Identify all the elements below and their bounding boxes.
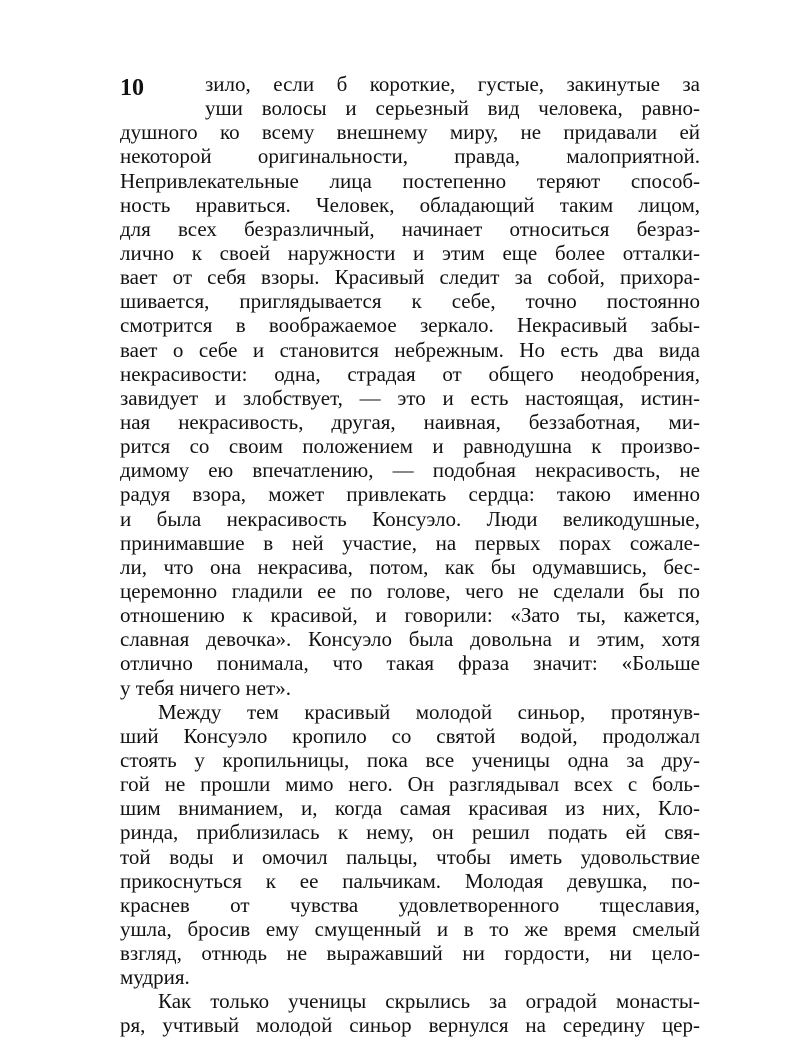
text-line: радуя взора, может привлекать сердца: такою именно [120, 482, 700, 507]
page-number: 10 [120, 75, 144, 101]
text-line: той воды и омочил пальцы, чтобы иметь удовольствие [120, 844, 700, 869]
text-line: зило, если б короткие, густые, закинутые за [205, 72, 700, 96]
text-line: стоять у кропильницы, пока все ученицы одна за дру- [120, 747, 700, 772]
text-line: мудрия. [120, 965, 190, 990]
text-line: у тебя ничего нет». [120, 675, 292, 700]
text-line: Как только ученицы скрылись за оградой монасты- [158, 989, 700, 1014]
text-line: принимавшие в ней участие, на первых порах сожале- [120, 530, 700, 555]
text-line: шивается, приглядывается к себе, точно постоянно [120, 289, 700, 314]
text-line: отношению к красивой, и говорили: «Зато ты, кажется, [120, 603, 700, 628]
text-line: душного ко всему внешнему миру, не придавали ей [120, 120, 700, 145]
text-line: краснев от чувства удовлетворенного тщеславия, [120, 892, 700, 917]
text-line: славная девочка». Консуэло была довольна и этим, хотя [120, 627, 700, 652]
text-line: вает о себе и становится небрежным. Но есть два вида [120, 337, 700, 362]
text-line: уши волосы и серьезный вид человека, равно- [205, 96, 700, 121]
text-line: ушла, бросив ему смущенный и в то же время смелый [120, 916, 700, 941]
body-text [120, 72, 700, 1038]
text-line: рится со своим положением и равнодушна к произво- [120, 434, 700, 459]
text-line: шим вниманием, и, когда самая красивая из них, Кло- [120, 796, 700, 821]
text-line: для всех безразличный, начинает относиться безраз- [120, 216, 700, 241]
text-line: ринда, приблизилась к нему, он решил подать ей свя- [120, 820, 700, 845]
text-line: взгляд, отнюдь не выражавший ни гордости, ни цело- [120, 941, 700, 966]
text-line: прикоснуться к ее пальчикам. Молодая девушка, по- [120, 868, 700, 893]
text-line: вает от себя взоры. Красивый следит за собой, прихора- [120, 265, 700, 290]
text-line: димому ею впечатлению, — подобная некрасивость, не [120, 458, 700, 483]
text-line: отлично понимала, что такая фраза значит: «Больше [120, 651, 700, 676]
text-line: ная некрасивость, другая, наивная, беззаботная, ми- [120, 409, 700, 434]
text-line: церемонно гладили ее по голове, чего не сделали бы по [120, 578, 700, 603]
text-line: некрасивости: одна, страдая от общего неодобрения, [120, 361, 700, 386]
text-line: ря, учтивый молодой синьор вернулся на середину цер- [120, 1013, 700, 1038]
text-line: смотрится в воображаемое зеркало. Некрасивый забы- [120, 313, 700, 338]
text-line: Непривлекательные лица постепенно теряют способ- [120, 168, 700, 193]
text-line: некоторой оригинальности, правда, малоприятной. [120, 144, 700, 169]
text-line: завидует и злобствует, — это и есть настоящая, истин- [120, 385, 700, 410]
text-line: ли, что она некрасива, потом, как бы одумавшись, бес- [120, 554, 700, 579]
text-line: гой не прошли мимо него. Он разглядывал всех с боль- [120, 772, 700, 797]
text-line: ший Консуэло кропило со святой водой, продолжал [120, 723, 700, 748]
text-line: ность нравиться. Человек, обладающий таким лицом, [120, 192, 700, 217]
text-line: лично к своей наружности и этим еще более отталки- [120, 240, 700, 265]
text-line: и была некрасивость Консуэло. Люди великодушные, [120, 506, 700, 531]
text-line: Между тем красивый молодой синьор, протянув- [158, 699, 700, 724]
